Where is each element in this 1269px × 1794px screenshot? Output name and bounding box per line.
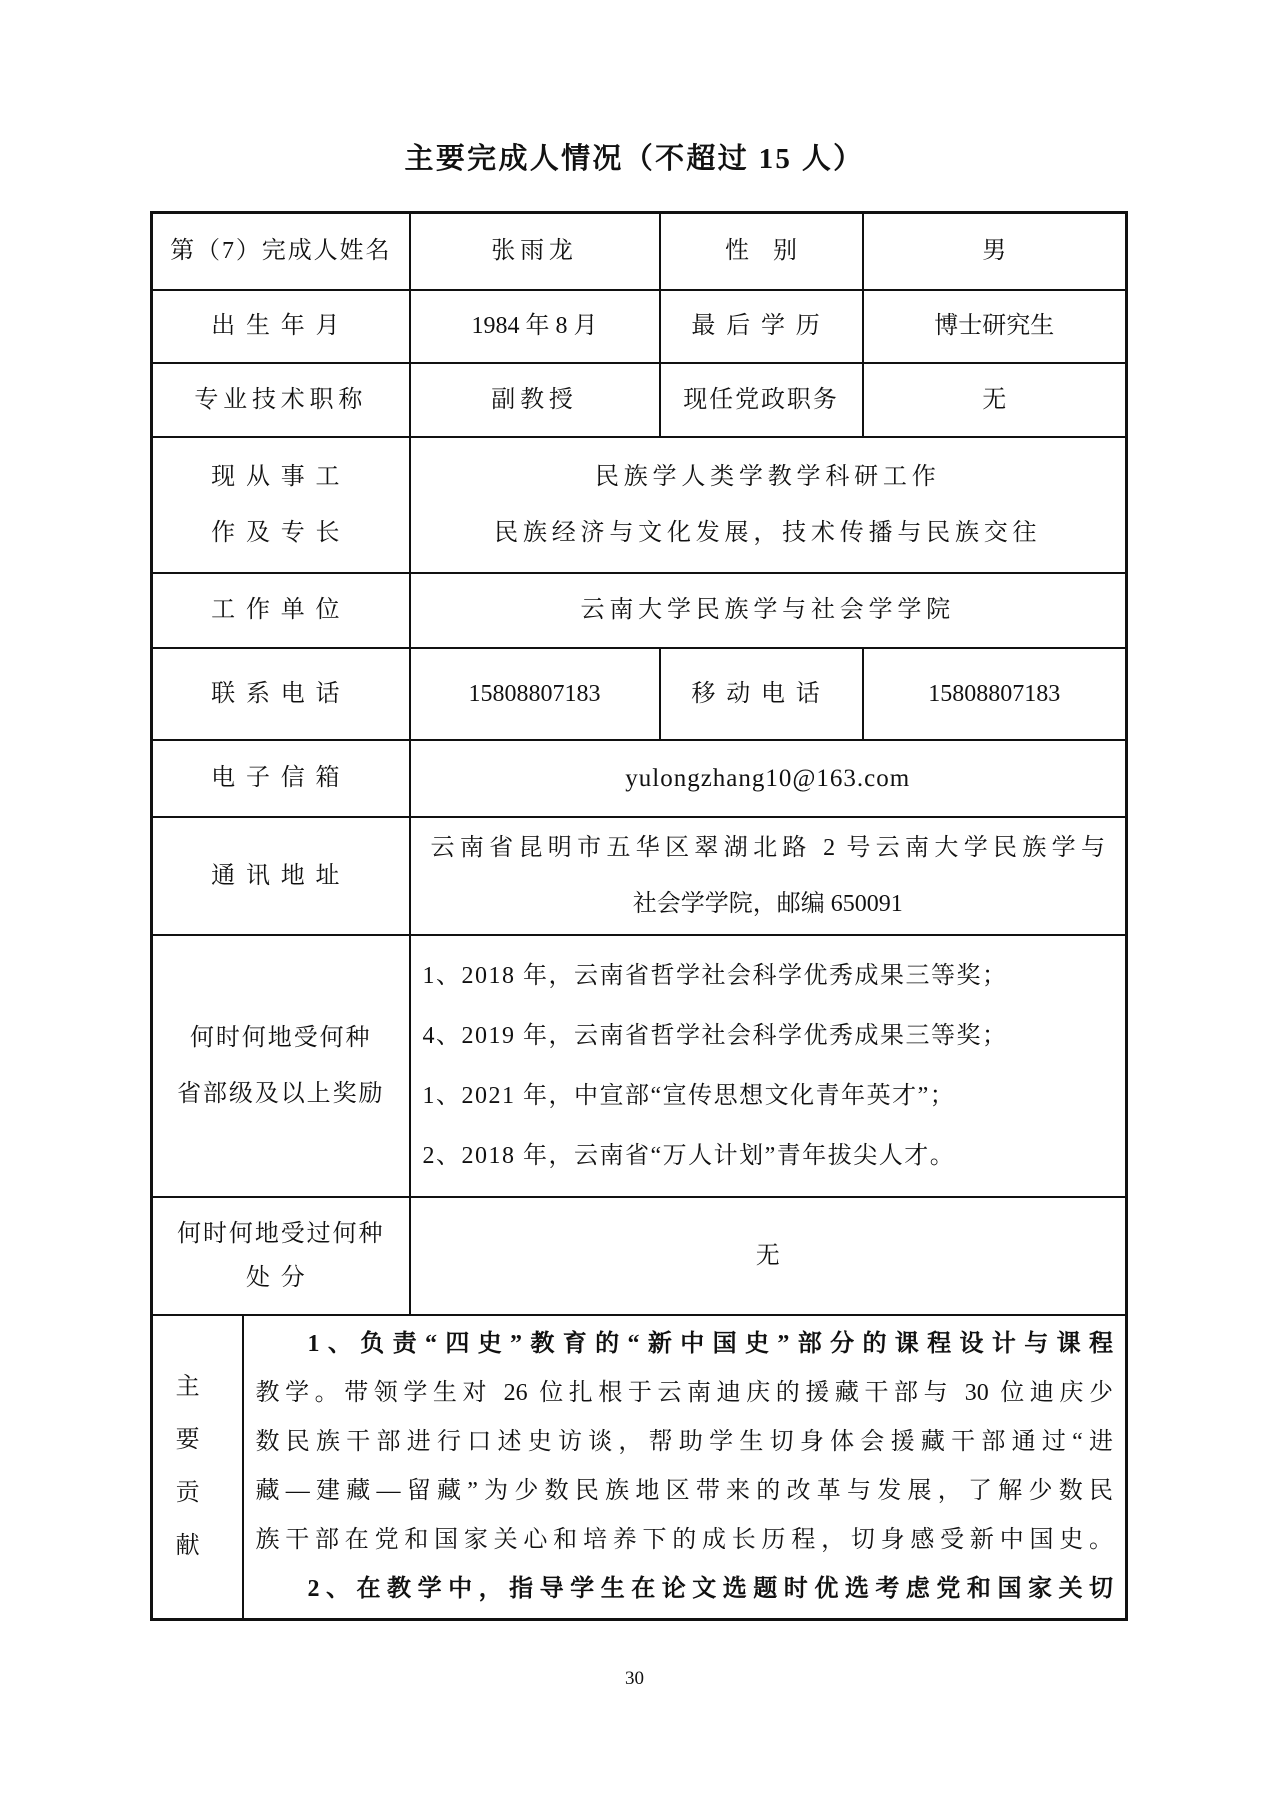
address-line1: 云南省昆明市五华区翠湖北路 2 号云南大学民族学与 bbox=[430, 835, 1105, 862]
work-label-line1: 现从事工 bbox=[211, 464, 351, 491]
work-value bbox=[410, 437, 1127, 573]
birth-label: 出生年月 bbox=[152, 290, 410, 363]
contribution-line: 教学。带领学生对 26 位扎根于云南迪庆的援藏干部与 30 位迪庆少 bbox=[255, 1380, 1113, 1407]
punishment-label-line1: 何时何地受过何种 bbox=[177, 1221, 385, 1248]
work-label bbox=[152, 437, 410, 573]
mobile-label: 移动电话 bbox=[660, 648, 863, 740]
contributions-value bbox=[243, 1315, 1127, 1620]
punishment-value: 无 bbox=[410, 1197, 1127, 1315]
row-contributions bbox=[152, 1315, 1127, 1620]
address-value bbox=[410, 817, 1127, 935]
protitle-value: 副教授 bbox=[410, 363, 660, 437]
row-email bbox=[152, 740, 1127, 817]
contribution-line: 2、在教学中，指导学生在论文选题时优选考虑党和国家关切 bbox=[307, 1576, 1113, 1603]
name-label: 第（7）完成人姓名 bbox=[152, 212, 410, 290]
awards-label bbox=[152, 935, 410, 1197]
contribution-line: 族干部在党和国家关心和培养下的成长历程，切身感受新中国史。 bbox=[255, 1527, 1113, 1554]
awards-label-line1: 何时何地受何种 bbox=[190, 1025, 372, 1052]
mobile-value: 15808807183 bbox=[863, 648, 1127, 740]
page-number: 30 bbox=[625, 1668, 644, 1689]
row-phones bbox=[152, 648, 1127, 740]
gender-label: 性 别 bbox=[660, 212, 863, 290]
degree-label: 最后学历 bbox=[660, 290, 863, 363]
gender-value: 男 bbox=[863, 212, 1127, 290]
contribution-line: 1、负责“四史”教育的“新中国史”部分的课程设计与课程 bbox=[307, 1331, 1113, 1358]
birth-value: 1984 年 8 月 bbox=[410, 290, 660, 363]
protitle-label: 专业技术职称 bbox=[152, 363, 410, 437]
employer-value: 云南大学民族学与社会学学院 bbox=[410, 573, 1127, 648]
employer-label: 工作单位 bbox=[152, 573, 410, 648]
row-employer bbox=[152, 573, 1127, 648]
contributions-label bbox=[152, 1315, 243, 1620]
address-line2: 社会学学院，邮编 650091 bbox=[632, 891, 903, 918]
award-item: 2、2018 年，云南省“万人计划”青年拔尖人才。 bbox=[422, 1143, 956, 1170]
award-item: 1、2018 年，云南省哲学社会科学优秀成果三等奖； bbox=[422, 963, 1008, 990]
row-current-work bbox=[152, 437, 1127, 573]
awards-value bbox=[410, 935, 1127, 1197]
work-value-line2: 民族经济与文化发展，技术传播与民族交往 bbox=[494, 520, 1042, 547]
post-value: 无 bbox=[863, 363, 1127, 437]
contribution-line: 数民族干部进行口述史访谈，帮助学生切身体会援藏干部通过“进 bbox=[255, 1429, 1113, 1456]
row-title-post bbox=[152, 363, 1127, 437]
row-name-gender bbox=[152, 212, 1127, 290]
address-label: 通讯地址 bbox=[152, 817, 410, 935]
work-value-line1: 民族学人类学教学科研工作 bbox=[594, 464, 941, 491]
contributions-label-line2: 贡献 bbox=[175, 1480, 219, 1560]
row-birth-degree bbox=[152, 290, 1127, 363]
contributions-label-line1: 主要 bbox=[175, 1374, 219, 1454]
awards-label-line2: 省部级及以上奖励 bbox=[177, 1081, 385, 1108]
phone-value: 15808807183 bbox=[410, 648, 660, 740]
degree-value: 博士研究生 bbox=[863, 290, 1127, 363]
row-address bbox=[152, 817, 1127, 935]
work-label-line2: 作及专长 bbox=[211, 520, 351, 547]
email-value: yulongzhang10@163.com bbox=[410, 740, 1127, 817]
phone-label: 联系电话 bbox=[152, 648, 410, 740]
award-item: 4、2019 年，云南省哲学社会科学优秀成果三等奖； bbox=[422, 1023, 1008, 1050]
row-punishment bbox=[152, 1197, 1127, 1315]
row-awards bbox=[152, 935, 1127, 1197]
name-value: 张雨龙 bbox=[410, 212, 660, 290]
punishment-label-line2: 处分 bbox=[245, 1265, 316, 1292]
award-item: 1、2021 年，中宣部“宣传思想文化青年英才”； bbox=[422, 1083, 956, 1110]
email-label: 电子信箱 bbox=[152, 740, 410, 817]
post-label: 现任党政职务 bbox=[660, 363, 863, 437]
contribution-line: 藏—建藏—留藏”为少数民族地区带来的改革与发展，了解少数民 bbox=[255, 1478, 1113, 1505]
page-title: 主要完成人情况（不超过 15 人） bbox=[404, 143, 865, 175]
completer-info-table bbox=[150, 211, 1128, 1622]
punishment-label bbox=[152, 1197, 410, 1315]
